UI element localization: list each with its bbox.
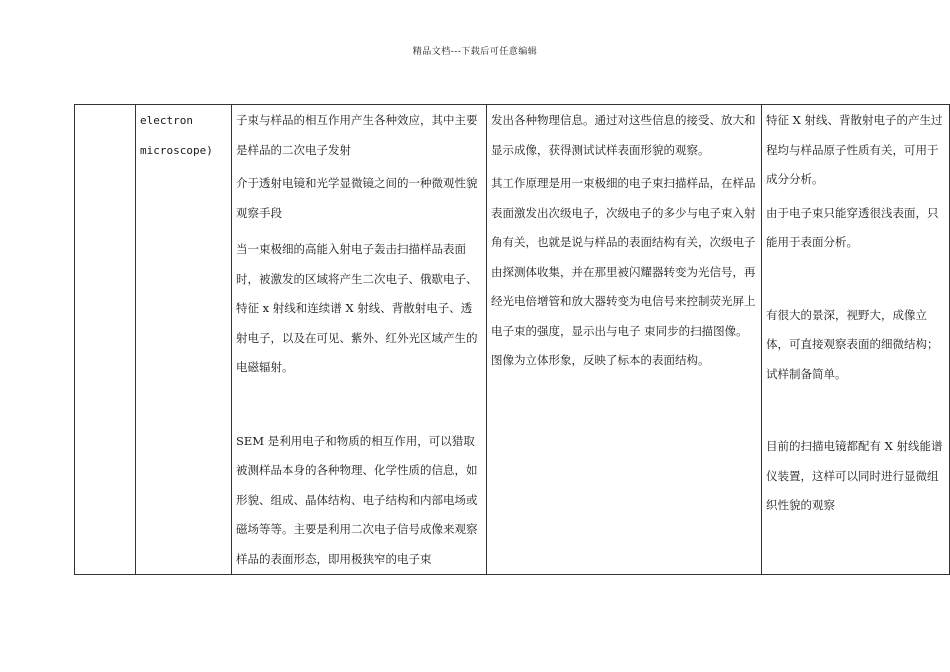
principle-paragraph-3: 当一束极细的高能入射电子轰击扫描样品表面时，被激发的区域将产生二次电子、俄歇电子、特征 x 射线和连续谱 X 射线、背散射电子、透射电子，以及在可见、紫外、红外光区域产生的电磁辐射。	[236, 242, 478, 374]
table-cell-features	[762, 105, 950, 575]
feature-paragraph-1: 特征 X 射线、背散射电子的产生过程均与样品原子性质有关，可用于成分分析。	[766, 113, 943, 186]
table-cell-index	[75, 105, 136, 575]
table-cell-method-name	[136, 105, 232, 575]
feature-paragraph-3: 有很大的景深，视野大，成像立体，可直接观察表面的细微结构；	[766, 307, 939, 351]
method-name-line-2: microscope)	[140, 143, 213, 157]
working-paragraph-1: 发出各种物理信息。通过对这些信息的接受、放大和显示成像，获得测试试样表面形貌的观察。	[491, 113, 756, 157]
table-row	[75, 105, 950, 575]
feature-paragraph-5: 目前的扫描电镜都配有 X 射线能谱仪装置，这样可以同时进行显微组织性貌的观察	[766, 439, 943, 512]
principle-paragraph-4: SEM 是利用电子和物质的相互作用，可以猎取被测样品本身的各种物理、化学性质的信息，如形貌、组成、晶体结构、电子结构和内部电场或磁场等等。主要是利用二次电子信号成像来观察样品的表面形态，即用极狭窄的电子束	[236, 433, 478, 566]
table-cell-principle	[232, 105, 487, 575]
working-paragraph-2: 其工作原理是用一束极细的电子束扫描样品，在样品表面激发出次级电子，次级电子的多少与电子束入射角有关，也就是说与样品的表面结构有关，次级电子由探测体收集，并在那里被闪耀器转变为光信号，再经光电倍增管和放大器转变为电信号来控制荧光屏上电子束的强度，显示出与电子 束同步的扫描图像。图像为立体形象，反映了标本的表面结构。	[491, 176, 756, 367]
feature-paragraph-2: 由于电子束只能穿透很浅表面，只能用于表面分析。	[766, 205, 939, 249]
principle-paragraph-2: 介于透射电镜和光学显微镜之间的一种微观性貌观察手段	[236, 176, 478, 220]
page-header: 精品文档---下载后可任意编辑	[412, 47, 538, 57]
content-table	[74, 104, 950, 575]
principle-paragraph-1: 子束与样品的相互作用产生各种效应，其中主要是样品的二次电子发射	[236, 113, 478, 157]
cell-text	[75, 105, 135, 106]
method-name-line-1: electron	[140, 114, 193, 127]
feature-paragraph-4: 试样制备简单。	[766, 366, 847, 381]
table-cell-working-principle	[487, 105, 762, 575]
